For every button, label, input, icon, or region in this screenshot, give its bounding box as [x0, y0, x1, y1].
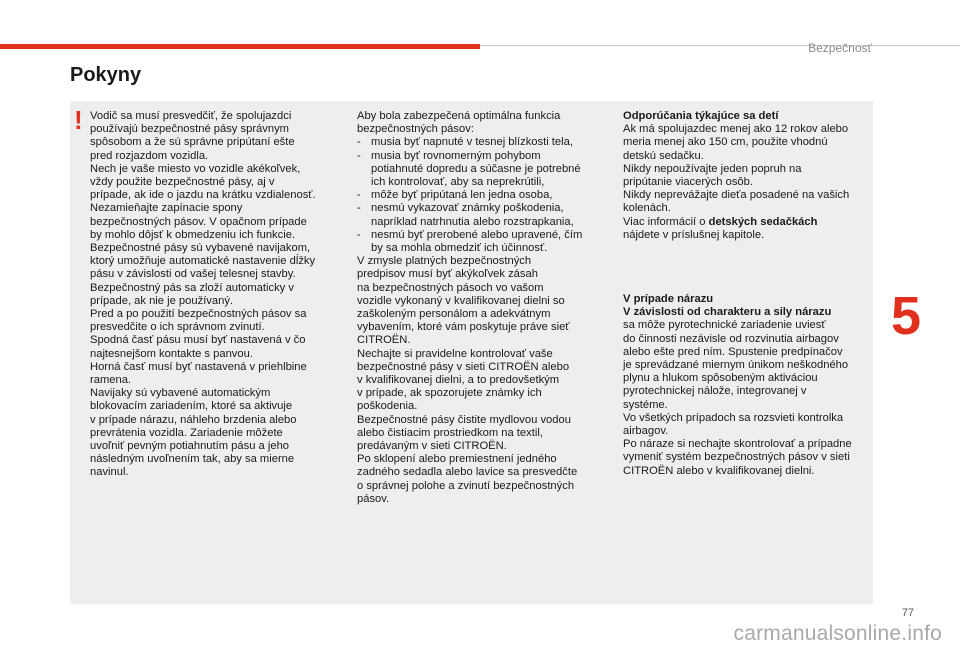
header-accent-bar: [0, 44, 480, 49]
cross-reference: Viac informácií o detských sedačkách: [623, 215, 818, 228]
section-name: Bezpečnosť: [808, 41, 872, 55]
watermark: carmanualsonline.info: [733, 622, 942, 645]
page-title: Pokyny: [70, 64, 142, 86]
section-heading: V prípade nárazu: [623, 293, 714, 305]
page-number: 77: [901, 607, 914, 619]
intro-line: Aby bola zabezpečená optimálna funkcia: [357, 110, 561, 122]
list-item: - musia byť rovnomerným pohybom potiahnuté dopredu a súčasne je potrebné ich kontrolovať, aby sa neprekrútili,: [357, 149, 581, 189]
body-text: V zmysle platných bezpečnostných predpisov musí byť akýkoľvek zásah na bezpečnostných pásoch vo vašom vozidle vykonaný v kvalifikovanej dielni so zaškoleným personálom a adekvátnym vybavením, ktoré vám poskytuje práve sieť CITROËN. Nechajte si pravidelne kontrolovať vaše bezpečnostné pásy v sieti CITROËN alebo v kvalifikovanej dielni, a to predovšetkým v prípade, ak spozorujete známky ich poškodenia. Bezpečnostné pásy čistite mydlovou vodou alebo čistiacim prostriedkom na textil, predávaným v sieti CITROËN. Po sklopení alebo premiestnení jedného zadného sedadla alebo lavice sa presvedčte o správnej polohe a zvinutí bezpečnostných pásov.: [357, 255, 578, 505]
intro-line: bezpečnostných pásov:: [357, 123, 474, 136]
section-subheading: V závislosti od charakteru a sily nárazu: [623, 306, 832, 319]
list-item: - nesmú byť prerobené alebo upravené, čím by sa mohla obmedziť ich účinnosť.: [357, 228, 583, 255]
warning-column: [90, 110, 342, 480]
crash-column: V prípade nárazu V závislosti od charakteru a sily nárazu sa môže pyrotechnické zariadenie uviesť do činnosti nezávisle od rozvinutia airbagov alebo ešte pred ním. Spustenie predpínačov je sprevádzané miernym únikom neškodného plynu a hlukom spôsobeným aktiváciou pyrotechnickej nálože, integrovanej v systéme. Vo všetkých prípadoch sa rozsvieti kontrolka airbagov. Po náraze si nechajte skontrolovať a prípadne vymeniť systém bezpečnostných pásov v sieti CITROËN alebo v kvalifikovanej dielni.: [623, 293, 873, 478]
section-heading: Odporúčania týkajúce sa detí: [623, 110, 779, 122]
warning-text: Vodič sa musí presvedčiť, že spolujazdci používajú bezpečnostné pásy správnym spôsobom a že sú správne pripútaní ešte pred rozjazdom vozidla. Nech je vaše miesto vo vozidle akékoľvek, vždy použite bezpečnostné pásy, aj v prípade, ak ide o jazdu na krátku vzdialenosť. Nezamieňajte zapínacie spony bezpečnostných pásov. V opačnom prípade by mohlo dôjsť k obmedzeniu ich funkcie. Bezpečnostné pásy sú vybavené navijakom, ktorý umožňuje automatické nastavenie dĺžky pásu v závislosti od vašej telesnej stavby. Bezpečnostný pás sa zloží automaticky v prípade, ak nie je používaný. Pred a po použití bezpečnostných pásov sa presvedčite o ich správnom zvinutí. Spodná časť pásu musí byť nastavená v čo najtesnejšom kontakte s panvou. Horná časť musí byť nastavená v priehlbine ramena. Navijaky sú vybavené automatickým blokovacím zariadením, ktoré sa aktivuje v prípade nárazu, náhleho brzdenia alebo prevrátenia vozidla. Zariadenie môžete uvoľniť pevným potiahnutím pásu a jeho následným uvoľnením tak, aby sa mierne navinul.: [90, 110, 316, 479]
seatbelt-care-column: [357, 110, 609, 506]
chapter-number: 5: [891, 286, 922, 346]
list-item: - musia byť napnuté v tesnej blízkosti tela,: [357, 136, 573, 149]
list-item: - môže byť pripútaná len jedna osoba,: [357, 189, 553, 202]
children-advice-column: Odporúčania týkajúce sa detí Ak má spolujazdec menej ako 12 rokov alebo meria menej ako 150 cm, použite vhodnú detskú sedačku. Nikdy nepoužívajte jeden popruh na pripútanie viacerých osôb. Nikdy neprevážajte dieťa posadené na vašich kolenách. Viac informácií o detských sedačkách nájdete v príslušnej kapitole.: [623, 110, 873, 242]
list-item: - nesmú vykazovať známky poškodenia, napríklad natrhnutia alebo rozstrapkania,: [357, 202, 574, 228]
header-divider: [480, 45, 960, 46]
warning-icon: !: [74, 105, 83, 135]
